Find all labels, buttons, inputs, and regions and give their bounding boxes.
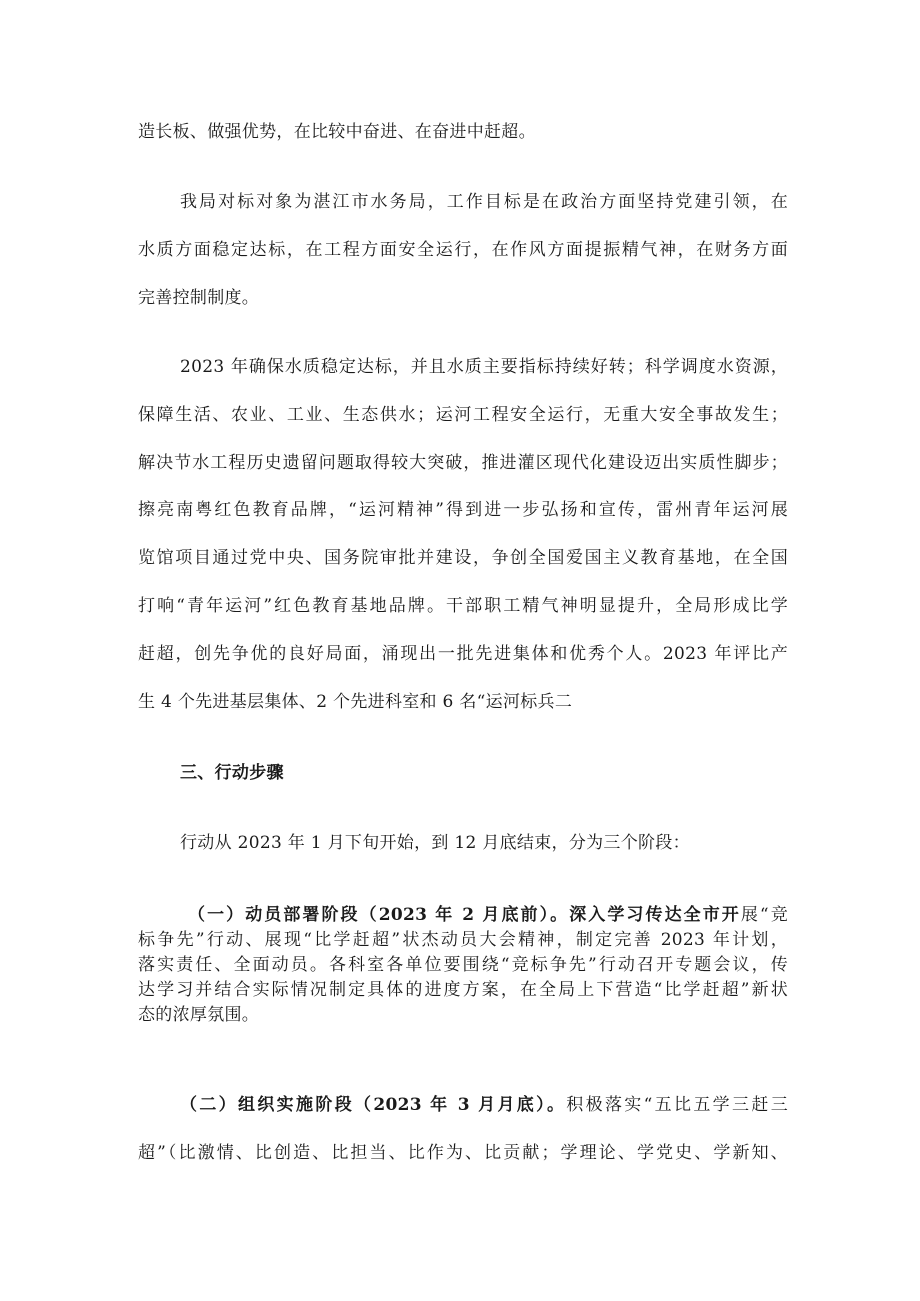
stage-1-line-2: 标争先”行动、展现“比学赶超”状杰动员大会精神，制定完善 2023 年计划， <box>138 930 788 950</box>
stage-1-line-4: 达学习并结合实际情况制定具体的进度方案，在全局上下营造“比学赶超”新状 <box>138 980 788 1000</box>
paragraph-goals-line-4: 擦亮南粤红色教育品牌，“运河精神”得到进一步弘扬和宣传，雷州青年运河展 <box>138 500 788 520</box>
paragraph-goals-line-5: 览馆项目通过党中央、国务院审批并建设，争创全国爱国主义教育基地，在全国 <box>138 548 788 568</box>
section-intro: 行动从 2023 年 1 月下旬开始，到 12 月底结束，分为三个阶段： <box>180 833 690 853</box>
section-heading: 三、行动步骤 <box>180 763 284 783</box>
paragraph-target-line-2: 水质方面稳定达标，在工程方面安全运行，在作风方面提振精气神，在财务方面 <box>138 240 788 260</box>
paragraph-goals-line-2: 保障生活、农业、工业、生态供水；运河工程安全运行，无重大安全事故发生； <box>138 405 788 425</box>
stage-1-line-3: 落实责任、全面动员。各科室各单位要围绕“竞标争先”行动召开专题会议，传 <box>138 955 788 975</box>
stage-2-title-line <box>180 1094 788 1116</box>
stage-2-title-rest: 积极落实“五比五学三赶三 <box>566 1095 788 1115</box>
paragraph-target-line-1: 我局对标对象为湛江市水务局，工作目标是在政治方面坚持党建引领，在 <box>180 192 788 212</box>
stage-1-line-5: 态的浓厚氛围。 <box>138 1005 260 1025</box>
paragraph-target-line-3: 完善控制制度。 <box>138 288 260 308</box>
paragraph-goals-line-8: 生 4 个先进基层集体、2 个先进科室和 6 名“运河标兵二 <box>138 692 573 712</box>
stage-2-line-1: 超”（比激情、比创造、比担当、比作为、比贡献；学理论、学党史、学新知、 <box>138 1143 788 1163</box>
stage-1-line-1: 展“竞 <box>740 905 788 925</box>
stage-1-paragraph <box>138 903 788 1028</box>
paragraph-goals-line-3: 解决节水工程历史遗留问题取得较大突破，推进灌区现代化建设迈出实质性脚步； <box>138 453 788 473</box>
stage-2-title: （二）组织实施阶段（2023 年 3 月月底）。 <box>180 1095 567 1115</box>
stage-1-title: （一）动员部署阶段（2023 年 2 月底前）。深入学习传达全市开 <box>188 905 741 925</box>
paragraph-goals-line-1: 2023 年确保水质稳定达标，并且水质主要指标持续好转；科学调度水资源， <box>180 357 788 377</box>
paragraph-intro-tail: 造长板、做强优势，在比较中奋进、在奋进中赶超。 <box>138 122 536 142</box>
paragraph-goals-line-6: 打响“青年运河”红色教育基地品牌。干部职工精气神明显提升，全局形成比学 <box>138 596 788 616</box>
paragraph-goals-line-7: 赶超，创先争优的良好局面，涌现出一批先进集体和优秀个人。2023 年评比产 <box>138 644 788 664</box>
